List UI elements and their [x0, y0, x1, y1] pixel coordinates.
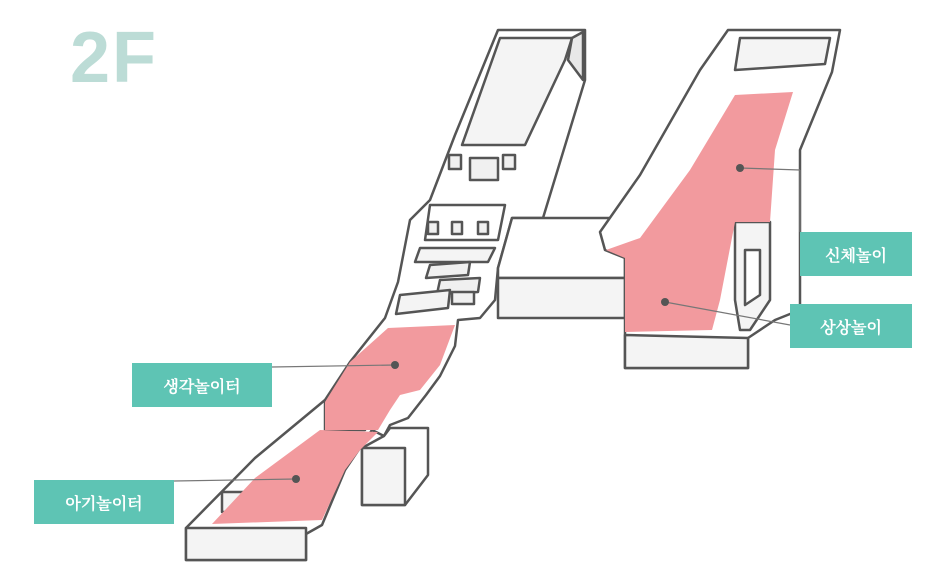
zone-think-marker: [391, 361, 399, 369]
zone-label-think[interactable]: 생각놀이터: [132, 363, 272, 407]
zone-label-body[interactable]: 신체놀이: [800, 232, 912, 276]
small-room: [470, 158, 498, 180]
small-room: [478, 222, 488, 234]
zone-label-baby[interactable]: 아기놀이터: [34, 480, 174, 524]
small-room: [449, 155, 461, 169]
zone-baby-marker: [292, 475, 300, 483]
zone-imag-marker: [661, 298, 669, 306]
small-room: [503, 155, 515, 169]
zone-body-marker: [736, 164, 744, 172]
floor-label: 2F: [70, 18, 159, 98]
zone-label-imag[interactable]: 상상놀이: [790, 304, 912, 348]
small-room: [452, 222, 462, 234]
small-room: [428, 222, 438, 234]
